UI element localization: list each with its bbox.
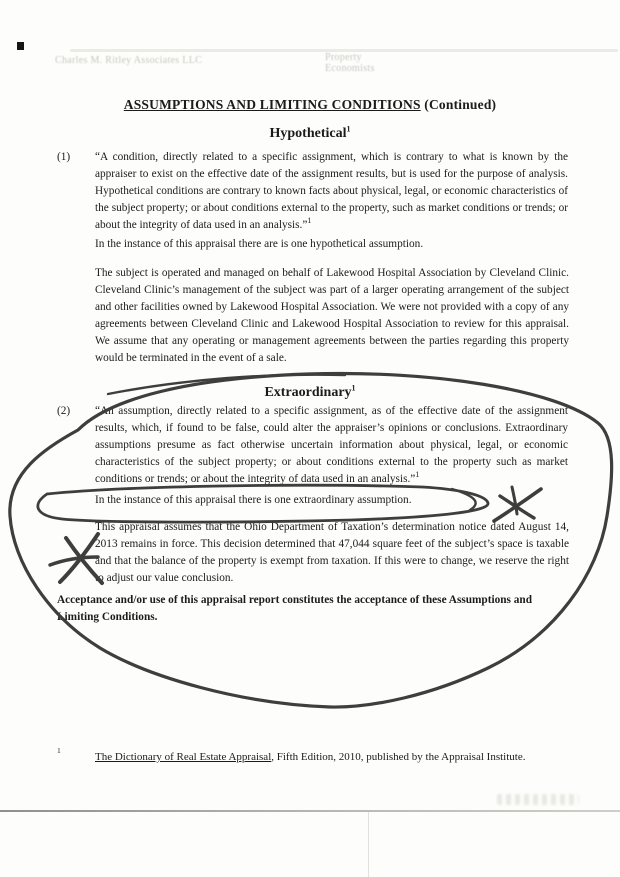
extraordinary-definition-text: “An assumption, directly related to a specific assignment, as of the effective date of the assignment results, which, if found to be false, could alter the appraiser’s opinions or conclusions. Extraordinary assumptions presume as fact otherwise uncertain information about physical, legal, or economic characteristics of the subject property; or about conditions external to the property such as market conditions or trends; or about the integrity of data used in an analysis.” <box>95 405 568 485</box>
footnote-citation <box>95 751 525 763</box>
footnote-citation-rest: , Fifth Edition, 2010, published by the Appraisal Institute. <box>271 751 526 763</box>
scan-corner-mark <box>17 42 24 50</box>
tax-assumption-paragraph: This appraisal assumes that the Ohio Department of Taxation’s determination notice dated August 14, 2013 remains in force. This decision determined that 47,044 square feet of the subject’s space is taxable and that the balance of the property is exempt from taxation. If this were to change, we reserve the right to adjust our value conclusion. <box>95 521 569 584</box>
hypothetical-definition-footnote: 1 <box>307 216 312 226</box>
scan-vertical-line <box>368 812 369 877</box>
item-number: (2) <box>57 405 71 417</box>
letterhead-brand-line2: Economists <box>325 63 375 74</box>
hypothetical-heading-footnote: 1 <box>346 124 351 134</box>
extraordinary-definition <box>95 403 568 488</box>
page-title-suffix: (Continued) <box>420 97 497 112</box>
letterhead-brand <box>325 52 375 74</box>
extraordinary-heading-text: Extraordinary <box>264 385 352 400</box>
hypothetical-heading-text: Hypothetical <box>269 126 347 141</box>
scan-smudge <box>497 794 579 805</box>
footnote-citation-title: The Dictionary of Real Estate Appraisal <box>95 751 272 763</box>
page-title <box>0 97 620 113</box>
extraordinary-instance-note: In the instance of this appraisal there is one extraordinary assumption. <box>95 494 412 506</box>
item-number: (1) <box>57 151 71 163</box>
extraordinary-definition-item <box>57 403 568 488</box>
extraordinary-heading <box>0 385 620 401</box>
letterhead-brand-line1: Property <box>325 52 362 63</box>
letterhead-company: Charles M. Ritley Associates LLC <box>55 55 203 66</box>
hypothetical-definition <box>95 149 568 234</box>
hypothetical-heading <box>0 126 620 142</box>
acceptance-statement: Acceptance and/or use of this appraisal report constitutes the acceptance of these Assumptions and Limiting Conditions. <box>57 594 532 623</box>
extraordinary-heading-footnote: 1 <box>351 383 356 393</box>
hypothetical-definition-text: “A condition, directly related to a specific assignment, which is contrary to what is known by the appraiser to exist on the effective date of the assignment results, but is used for the purpose of analysis. Hypothetical conditions are contrary to known facts about physical, legal, or economic characteristics of the subject property; or about conditions external to the property, such as market conditions or trends; or about the integrity of data used in an analysis.” <box>95 151 568 231</box>
footnote-marker: 1 <box>57 746 61 755</box>
page-title-main: ASSUMPTIONS AND LIMITING CONDITIONS <box>123 97 421 112</box>
hypothetical-definition-item <box>57 149 568 234</box>
management-paragraph: The subject is operated and managed on behalf of Lakewood Hospital Association by Cleveland Clinic. Cleveland Clinic’s management of the subject was part of a larger operating arrangement of the subject and other facilities owned by Lakewood Hospital Association. We were not provided with a copy of any agreements between Cleveland Clinic and Lakewood Hospital Association to review for this appraisal. We assume that any operating or management agreements between the parties regarding this property would be terminated in the event of a sale. <box>95 267 569 364</box>
hypothetical-instance-note: In the instance of this appraisal there are is one hypothetical assumption. <box>95 238 424 250</box>
extraordinary-definition-footnote: 1 <box>415 470 420 480</box>
scan-edge-line <box>0 810 620 812</box>
